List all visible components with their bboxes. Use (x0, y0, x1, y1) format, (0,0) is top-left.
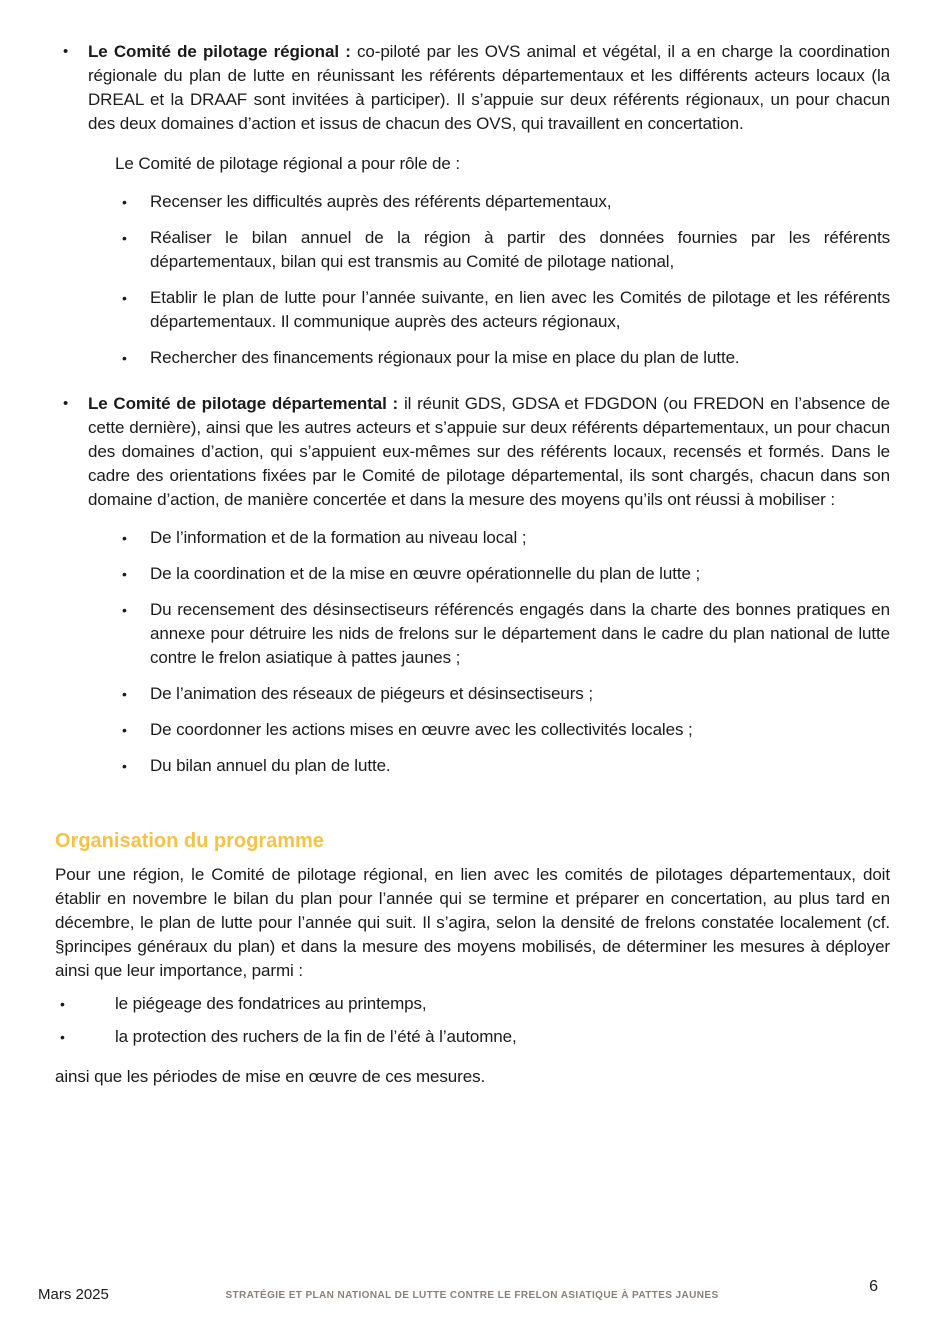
departemental-committee-paragraph (88, 392, 890, 512)
bullet-icon: • (122, 722, 127, 738)
bullet-icon: • (122, 230, 127, 246)
list-item-departemental-committee (55, 392, 890, 512)
regional-subitem: Recenser les difficultés auprès des référents départementaux, (150, 192, 612, 211)
bullet-icon: • (122, 602, 127, 618)
bullet-icon: • (122, 194, 127, 210)
measure-item: la protection des ruchers de la fin de l’été à l’automne, (115, 1027, 517, 1046)
bullet-icon: • (122, 566, 127, 582)
list-item (55, 1025, 890, 1049)
list-item (120, 598, 890, 670)
list-item (120, 226, 890, 274)
list-item (120, 682, 890, 706)
bullet-icon: • (122, 686, 127, 702)
section-heading: Organisation du programme (55, 830, 324, 852)
page-number: 6 (869, 1278, 878, 1295)
bullet-icon: • (63, 395, 69, 412)
list-item (120, 286, 890, 334)
regional-committee-role-intro: Le Comité de pilotage régional a pour rôle de : (115, 154, 460, 173)
regional-committee-paragraph (88, 40, 890, 136)
departemental-committee-text: il réunit GDS, GDSA et FDGDON (ou FREDON en l’absence de cette dernière), ainsi que les autres acteurs et s’appuie sur deux référents départementaux, un pour chacun des domaines d’action, qui s’appuient eux-mêmes sur des référents locaux, recensés et formés. Dans le cadre des orientations fixées par le Comité de pilotage départemental, ils sont chargés, chacun dans son domaine d’action, de manière concertée et dans la mesure des moyens qu’ils ont réussi à mobiliser : (88, 394, 891, 509)
bullet-icon: • (122, 350, 127, 366)
regional-subitem: Réaliser le bilan annuel de la région à partir des données fournies par les référents départementaux, bilan qui est transmis au Comité de pilotage national, (150, 228, 890, 271)
bullet-icon: • (122, 290, 127, 306)
list-item (120, 754, 890, 778)
list-item (120, 718, 890, 742)
regional-committee-text: co-piloté par les OVS animal et végétal, il a en charge la coordination régionale du plan de lutte en réunissant les référents départementaux et les différents acteurs locaux (la DREAL et la DRAAF sont invitées à participer). Il s’appuie sur deux référents régionaux, un pour chacun des deux domaines d’action et issus de chacun des OVS, qui travaillent en concertation. (88, 42, 890, 133)
departemental-subitem: De l’animation des réseaux de piégeurs et désinsectiseurs ; (150, 684, 593, 703)
section-paragraph: Pour une région, le Comité de pilotage régional, en lien avec les comités de pilotages départementaux, doit établir en novembre le bilan du plan pour l’année qui se termine et préparer en concertation, au plus tard en décembre, le plan de lutte pour l’année qui suit. Il s’agira, selon la densité de frelons constatée localement (cf. §principes généraux du plan) et dans la mesure des moyens mobilisés, de déterminer les mesures à déployer ainsi que leur importance, parmi : (55, 865, 890, 980)
departemental-subitem: Du recensement des désinsectiseurs référencés engagés dans la charte des bonnes pratiques en annexe pour détruire les nids de frelons sur le département dans le cadre du plan national de lutte contre le frelon asiatique à pattes jaunes ; (150, 600, 890, 667)
measure-item: le piégeage des fondatrices au printemps, (115, 994, 427, 1013)
bullet-icon: • (122, 758, 127, 774)
regional-committee-title: Le Comité de pilotage régional : (88, 42, 351, 61)
departemental-committee-title: Le Comité de pilotage départemental : (88, 394, 399, 413)
bullet-icon: • (60, 1029, 65, 1045)
footer-date: Mars 2025 (38, 1286, 109, 1303)
section-closing-line: ainsi que les périodes de mise en œuvre de ces mesures. (55, 1067, 486, 1086)
departemental-subitem: De la coordination et de la mise en œuvre opérationnelle du plan de lutte ; (150, 564, 701, 583)
list-item (55, 992, 890, 1016)
list-item (120, 190, 890, 214)
bullet-icon: • (122, 530, 127, 546)
regional-subitem: Etablir le plan de lutte pour l’année suivante, en lien avec les Comités de pilotage et les référents départementaux. Il communique auprès des acteurs régionaux, (150, 288, 890, 331)
departemental-subitem: Du bilan annuel du plan de lutte. (150, 756, 391, 775)
departemental-subitem: De l’information et de la formation au niveau local ; (150, 528, 527, 547)
bullet-icon: • (60, 996, 65, 1012)
list-item (120, 526, 890, 550)
page-footer (0, 1278, 944, 1308)
list-item-regional-committee (55, 40, 890, 136)
departemental-subitem: De coordonner les actions mises en œuvre avec les collectivités locales ; (150, 720, 693, 739)
list-item (120, 346, 890, 370)
bullet-icon: • (63, 43, 69, 60)
list-item (120, 562, 890, 586)
regional-subitem: Rechercher des financements régionaux pour la mise en place du plan de lutte. (150, 348, 740, 367)
footer-document-title: STRATÉGIE ET PLAN NATIONAL DE LUTTE CONTRE LE FRELON ASIATIQUE À PATTES JAUNES (225, 1290, 719, 1301)
